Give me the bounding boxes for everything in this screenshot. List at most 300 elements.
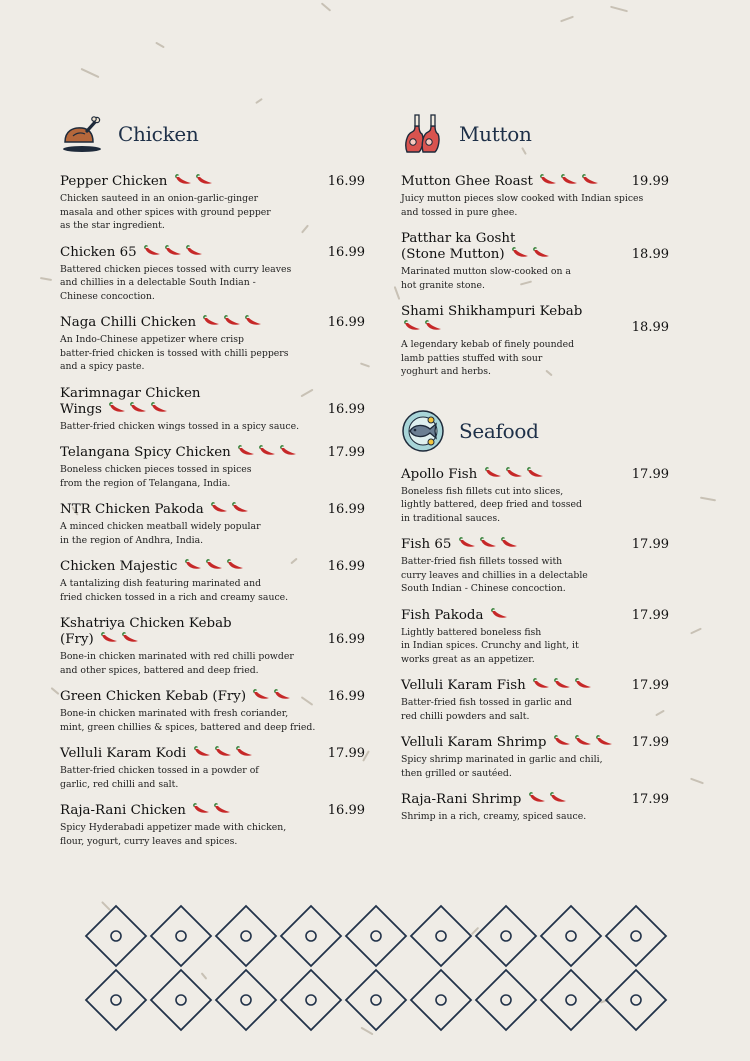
paper-fleck — [40, 277, 52, 281]
menu-item-price: 19.99 — [631, 174, 669, 189]
menu-item-name — [60, 315, 263, 331]
menu-item-name — [60, 174, 214, 190]
menu-item-price: 17.99 — [327, 445, 365, 460]
menu-item-name-line: Karimnagar Chicken — [60, 385, 201, 401]
pattern-circle — [631, 995, 641, 1005]
menu-item-price: 16.99 — [327, 803, 365, 818]
menu-item-name-line: Velluli Karam Fish — [401, 678, 593, 694]
menu-item-price: 16.99 — [327, 632, 365, 647]
menu-item-description-line: batter-fried chicken is tossed with chilli peppers — [60, 347, 289, 359]
spice-level — [141, 245, 204, 260]
chili-pepper-icon — [279, 445, 298, 457]
menu-item-name — [401, 608, 509, 624]
menu-item-description-line: lightly battered, deep fried and tossed — [401, 499, 582, 510]
left-column — [60, 108, 365, 860]
menu-item-description — [401, 555, 669, 596]
chili-pepper-icon — [184, 559, 203, 571]
chili-pepper-icon — [528, 792, 547, 804]
menu-item — [60, 245, 365, 304]
menu-item-description-line: Bone-in chicken marinated with red chilli powder — [60, 651, 294, 662]
spice-level — [191, 746, 254, 761]
menu-item-name — [60, 689, 292, 705]
menu-item-description-line: A tantalizing dish featuring marinated and — [60, 578, 262, 589]
spice-level — [98, 632, 140, 647]
diamond-pattern-decoration — [72, 896, 682, 1046]
chili-pepper-icon — [121, 632, 140, 644]
menu-item-description-line: and a spicy paste. — [60, 361, 145, 372]
pattern-circle — [111, 931, 121, 941]
pattern-circle — [241, 931, 251, 941]
menu-item-description-line: lamb patties stuffed with sour — [401, 352, 543, 364]
menu-item-description-line: in Indian spices. Crunchy and light, it — [401, 640, 579, 651]
menu-item-description — [60, 764, 365, 791]
menu-item-description-line: An Indo-Chinese appetizer where crisp — [60, 334, 244, 345]
spice-level — [106, 402, 169, 417]
menu-item-description-line: South Indian - Chinese concoction. — [401, 583, 566, 594]
menu-item-name — [401, 537, 519, 553]
menu-item-name-line: Shami Shikhampuri Kebab — [401, 304, 624, 336]
menu-item-description-line: in the region of Andhra, India. — [60, 534, 204, 546]
menu-item-name — [60, 559, 245, 575]
lamb-chops-icon — [401, 112, 445, 156]
menu-item-description — [60, 192, 365, 233]
menu-item-name-line: Fish 65 — [401, 537, 519, 553]
menu-item-header — [401, 608, 669, 624]
pattern-circle — [306, 995, 316, 1005]
menu-item-header — [60, 445, 365, 461]
menu-item-header — [60, 174, 365, 190]
menu-item-header — [401, 792, 669, 808]
menu-item — [401, 231, 669, 292]
menu-item-header — [60, 502, 365, 518]
pattern-diamond — [151, 970, 211, 1030]
spice-level — [172, 174, 214, 189]
menu-item-header — [401, 537, 669, 553]
menu-item-description-line: Chicken sauteed in an onion-garlic-ginger — [60, 193, 259, 204]
menu-item-name-line: Raja-Rani Chicken — [60, 803, 232, 819]
menu-item-description — [401, 696, 669, 723]
chili-pepper-icon — [100, 632, 119, 644]
menu-item-description-line: Boneless chicken pieces tossed in spices — [60, 464, 252, 475]
chili-pepper-icon — [553, 735, 572, 747]
menu-item-price: 16.99 — [327, 401, 365, 417]
spice-level — [456, 537, 519, 552]
menu-item-name-line: Pepper Chicken — [60, 174, 214, 190]
paper-fleck — [255, 98, 263, 104]
chili-pepper-icon — [526, 467, 545, 479]
pattern-diamond — [281, 970, 341, 1030]
chili-pepper-icon — [532, 247, 551, 259]
menu-item-description — [60, 520, 365, 547]
menu-item-description — [60, 707, 365, 734]
menu-item-description-line: Batter-fried chicken tossed in a powder of — [60, 765, 259, 776]
chili-pepper-icon — [403, 320, 422, 332]
chili-pepper-icon — [490, 608, 509, 620]
menu-item-name-line: (Stone Mutton) — [401, 247, 551, 263]
menu-item-description-line: mint, green chillies & spices, battered and deep fried. — [60, 721, 316, 733]
pattern-diamond — [346, 970, 406, 1030]
menu-item-description — [60, 420, 365, 434]
menu-item-description-line: as the star ingredient. — [60, 220, 165, 231]
menu-item-name — [401, 735, 614, 751]
pattern-circle — [566, 995, 576, 1005]
chili-pepper-icon — [532, 678, 551, 690]
menu-item-name-line: Mutton Ghee Roast — [401, 174, 600, 190]
chili-pepper-icon — [553, 678, 572, 690]
chili-pepper-icon — [192, 803, 211, 815]
pattern-circle — [176, 931, 186, 941]
pattern-diamond — [606, 906, 666, 966]
menu-item-name-line: Kshatriya Chicken Kebab — [60, 616, 232, 631]
chili-pepper-icon — [226, 559, 245, 571]
menu-item — [60, 559, 365, 604]
menu-item-description — [401, 753, 669, 780]
pattern-diamond — [86, 906, 146, 966]
menu-item-description-line: from the region of Telangana, India. — [60, 477, 231, 489]
menu-item — [401, 735, 669, 780]
chili-pepper-icon — [458, 537, 477, 549]
menu-item-name — [60, 502, 250, 518]
menu-item-price: 18.99 — [631, 247, 669, 262]
menu-item-name — [401, 678, 593, 694]
menu-item-name-line: Telangana Spicy Chicken — [60, 445, 298, 461]
pattern-diamond — [411, 970, 471, 1030]
menu-item-description-line: Batter-fried chicken wings tossed in a spicy sauce. — [60, 420, 300, 432]
menu-item-description-line: Spicy Hyderabadi appetizer made with chicken, — [60, 822, 287, 833]
chili-pepper-icon — [505, 467, 524, 479]
menu-item-name-line: Velluli Karam Shrimp — [401, 735, 614, 751]
mutton-items — [401, 174, 669, 379]
spice-level — [190, 803, 232, 818]
menu-item-description — [401, 810, 669, 824]
pattern-circle — [436, 931, 446, 941]
roast-chicken-icon — [60, 112, 104, 156]
paper-fleck — [81, 68, 100, 78]
menu-item-description — [60, 821, 365, 848]
paper-fleck — [155, 42, 165, 49]
menu-item-description-line: masala and other spices with ground pepper — [60, 206, 271, 218]
spice-level — [208, 502, 250, 517]
seafood-section-header — [401, 405, 669, 457]
chili-pepper-icon — [185, 245, 204, 257]
chili-pepper-icon — [252, 689, 271, 701]
chicken-section-header — [60, 108, 365, 160]
menu-item-name — [401, 792, 568, 808]
menu-item-description — [401, 626, 669, 667]
menu-item-name — [401, 467, 545, 483]
chili-pepper-icon — [129, 402, 148, 414]
menu-item-price: 18.99 — [631, 320, 669, 335]
menu-item-description-line: Batter-fried fish fillets tossed with — [401, 556, 563, 567]
menu-item-price: 16.99 — [327, 174, 365, 189]
menu-item-description-line: Bone-in chicken marinated with fresh coriander, — [60, 708, 289, 719]
menu-item-description-line: A legendary kebab of finely pounded — [401, 339, 575, 350]
paper-fleck — [560, 16, 574, 23]
menu-item-description-line: then grilled or sautéed. — [401, 767, 512, 779]
mutton-section-header — [401, 108, 669, 160]
menu-item-name-line: Raja-Rani Shrimp — [401, 792, 568, 808]
menu-item-description-line: flour, yogurt, curry leaves and spices. — [60, 835, 238, 847]
menu-item-description-line: and chillies in a delectable South Indian - — [60, 277, 256, 288]
menu-item-description-line: and tossed in pure ghee. — [401, 206, 518, 218]
chili-pepper-icon — [549, 792, 568, 804]
chili-pepper-icon — [143, 245, 162, 257]
menu-item-header — [401, 678, 669, 694]
menu-item — [60, 689, 365, 734]
menu-item-header — [401, 304, 669, 336]
menu-item-header — [401, 174, 669, 190]
menu-item-price: 17.99 — [631, 735, 669, 750]
menu-item-description — [60, 263, 365, 304]
menu-item-description-line: Juicy mutton pieces slow cooked with Indian spices — [401, 193, 644, 204]
chili-pepper-icon — [195, 174, 214, 186]
chili-pepper-icon — [244, 315, 263, 327]
menu-item-description — [60, 333, 365, 374]
menu-item-header — [60, 386, 365, 418]
pattern-diamond — [281, 906, 341, 966]
chili-pepper-icon — [424, 320, 443, 332]
pattern-circle — [371, 931, 381, 941]
menu-item — [401, 678, 669, 723]
chili-pepper-icon — [235, 746, 254, 758]
spice-level — [482, 467, 545, 482]
spice-level — [200, 315, 263, 330]
menu-item-description — [401, 265, 669, 292]
spice-level — [551, 735, 614, 750]
chicken-section-title: Chicken — [118, 122, 199, 146]
menu-item-header — [60, 245, 365, 261]
menu-item-price: 16.99 — [327, 689, 365, 704]
chili-pepper-icon — [202, 315, 221, 327]
menu-item-description — [60, 577, 365, 604]
pattern-circle — [306, 931, 316, 941]
menu-item-name-line: Chicken 65 — [60, 245, 204, 261]
pattern-diamond — [151, 906, 211, 966]
chili-pepper-icon — [539, 174, 558, 186]
chili-pepper-icon — [560, 174, 579, 186]
menu-item-name-line: Green Chicken Kebab (Fry) — [60, 689, 292, 705]
menu-item-price: 16.99 — [327, 244, 365, 260]
menu-item — [401, 537, 669, 596]
menu-item-description-line: garlic, red chilli and salt. — [60, 778, 179, 790]
menu-item-header — [60, 746, 365, 762]
menu-item-price: 17.99 — [631, 466, 669, 482]
pattern-circle — [566, 931, 576, 941]
menu-item-description-line: in traditional sauces. — [401, 512, 501, 524]
menu-item — [60, 315, 365, 374]
spice-level — [526, 792, 568, 807]
chili-pepper-icon — [484, 467, 503, 479]
menu-item-description — [60, 463, 365, 490]
menu-item-name-line: Chicken Majestic — [60, 559, 245, 575]
chili-pepper-icon — [574, 735, 593, 747]
menu-item-name — [60, 746, 254, 762]
seafood-section-title: Seafood — [459, 418, 539, 443]
menu-item-description-line: hot granite stone. — [401, 279, 485, 291]
menu-item-name — [60, 803, 232, 819]
paper-fleck — [394, 286, 401, 300]
menu-item-description-line: Shrimp in a rich, creamy, spiced sauce. — [401, 811, 587, 822]
menu-item — [401, 304, 669, 379]
paper-fleck — [321, 2, 331, 11]
menu-item-description-line: fried chicken tossed in a rich and creamy sauce. — [60, 591, 289, 603]
menu-item-description-line: Marinated mutton slow-cooked on a — [401, 266, 571, 277]
chili-pepper-icon — [174, 174, 193, 186]
spice-level — [537, 174, 600, 189]
chili-pepper-icon — [595, 735, 614, 747]
menu-item-description — [401, 338, 669, 379]
menu-item-name — [60, 386, 201, 418]
menu-item-description-line: Spicy shrimp marinated in garlic and chili, — [401, 754, 603, 765]
chili-pepper-icon — [511, 247, 530, 259]
pattern-circle — [371, 995, 381, 1005]
chicken-items — [60, 174, 365, 848]
menu-item-description — [60, 650, 365, 677]
menu-item-description-line: yoghurt and herbs. — [401, 366, 491, 377]
spice-level — [235, 445, 298, 460]
menu-item — [401, 174, 669, 219]
pattern-circle — [436, 995, 446, 1005]
paper-fleck — [610, 6, 628, 13]
menu-item-name-line: NTR Chicken Pakoda — [60, 502, 250, 518]
menu-item-name-line: Patthar ka Gosht — [401, 231, 516, 246]
paper-fleck — [690, 628, 702, 635]
menu-item-header — [60, 559, 365, 575]
menu-item-header — [60, 689, 365, 705]
pattern-circle — [241, 995, 251, 1005]
pattern-diamond — [216, 906, 276, 966]
menu-item-description — [401, 485, 669, 526]
spice-level — [509, 247, 551, 262]
menu-item-name — [401, 174, 600, 190]
paper-fleck — [51, 687, 60, 695]
menu-item-name-line: Velluli Karam Kodi — [60, 746, 254, 762]
mutton-section-title: Mutton — [459, 122, 532, 146]
menu-item-description-line: Battered chicken pieces tossed with curry leaves — [60, 263, 292, 275]
menu-item-header — [60, 315, 365, 331]
chili-pepper-icon — [108, 402, 127, 414]
menu-item — [60, 445, 365, 490]
pattern-diamond — [86, 970, 146, 1030]
menu-item-name-line: Apollo Fish — [401, 467, 545, 483]
pattern-diamond — [476, 906, 536, 966]
menu-item — [401, 792, 669, 824]
pattern-diamond — [541, 970, 601, 1030]
menu-item — [60, 803, 365, 848]
menu-item-name — [401, 231, 551, 263]
chili-pepper-icon — [581, 174, 600, 186]
chili-pepper-icon — [150, 402, 169, 414]
fish-plate-icon — [401, 409, 445, 453]
chili-pepper-icon — [273, 689, 292, 701]
pattern-diamond — [606, 970, 666, 1030]
menu-item-price: 16.99 — [327, 315, 365, 330]
spice-level — [488, 608, 509, 623]
paper-fleck — [690, 778, 704, 785]
chili-pepper-icon — [205, 559, 224, 571]
seafood-items — [401, 467, 669, 824]
menu-item-price: 17.99 — [327, 746, 365, 761]
menu-item-price: 16.99 — [327, 559, 365, 574]
pattern-diamond — [216, 970, 276, 1030]
menu-item-price: 17.99 — [631, 537, 669, 552]
menu-item-price: 17.99 — [631, 607, 669, 623]
menu-item-description-line: A minced chicken meatball widely popular — [60, 521, 261, 532]
menu-item — [60, 616, 365, 677]
chili-pepper-icon — [500, 537, 519, 549]
chili-pepper-icon — [223, 315, 242, 327]
pattern-circle — [176, 995, 186, 1005]
chili-pepper-icon — [574, 678, 593, 690]
menu-item-name — [60, 445, 298, 461]
spice-level — [182, 559, 245, 574]
menu-item-description-line: red chilli powders and salt. — [401, 710, 530, 722]
pattern-diamond — [346, 906, 406, 966]
menu-item — [401, 608, 669, 667]
chili-pepper-icon — [479, 537, 498, 549]
menu-item — [60, 746, 365, 791]
menu-item-name — [60, 616, 232, 648]
chili-pepper-icon — [214, 746, 233, 758]
menu-item-description-line: works great as an appetizer. — [401, 653, 535, 665]
menu-item-header — [401, 735, 669, 751]
right-column — [401, 108, 669, 836]
pattern-circle — [111, 995, 121, 1005]
menu-item-description — [401, 192, 669, 219]
menu-item-description-line: Lightly battered boneless fish — [401, 626, 542, 638]
menu-item-name-line: (Fry) — [60, 632, 232, 648]
chili-pepper-icon — [164, 245, 183, 257]
menu-item-header — [401, 467, 669, 483]
spice-level — [530, 678, 593, 693]
pattern-circle — [501, 931, 511, 941]
chili-pepper-icon — [193, 746, 212, 758]
paper-fleck — [700, 497, 716, 502]
menu-item-name-line: Naga Chilli Chicken — [60, 315, 263, 331]
menu-item-description-line: curry leaves and chillies in a delectable — [401, 569, 588, 581]
pattern-circle — [501, 995, 511, 1005]
menu-item — [60, 174, 365, 233]
pattern-diamond — [411, 906, 471, 966]
spice-level — [401, 320, 443, 335]
menu-item — [60, 386, 365, 434]
menu-item-price: 17.99 — [631, 792, 669, 807]
menu-item-name-line: Wings — [60, 402, 201, 418]
menu-item-price: 16.99 — [327, 502, 365, 517]
chili-pepper-icon — [210, 502, 229, 514]
menu-item-description-line: Batter-fried fish tossed in garlic and — [401, 697, 572, 708]
menu-item-name — [401, 304, 624, 336]
chili-pepper-icon — [237, 445, 256, 457]
menu-item — [401, 467, 669, 526]
menu-item-header — [401, 231, 669, 263]
menu-item-description-line: Boneless fish fillets cut into slices, — [401, 485, 564, 497]
menu-item-header — [60, 803, 365, 819]
menu-item-name — [60, 245, 204, 261]
chili-pepper-icon — [258, 445, 277, 457]
menu-item-description-line: Chinese concoction. — [60, 290, 155, 302]
pattern-circle — [631, 931, 641, 941]
chili-pepper-icon — [231, 502, 250, 514]
menu-item-name-line: Fish Pakoda — [401, 608, 509, 624]
menu-item-header — [60, 616, 365, 648]
chili-pepper-icon — [213, 803, 232, 815]
pattern-diamond — [476, 970, 536, 1030]
menu-item — [60, 502, 365, 547]
menu-item-price: 17.99 — [631, 678, 669, 693]
spice-level — [250, 689, 292, 704]
menu-item-description-line: and other spices, battered and deep fried. — [60, 664, 259, 676]
